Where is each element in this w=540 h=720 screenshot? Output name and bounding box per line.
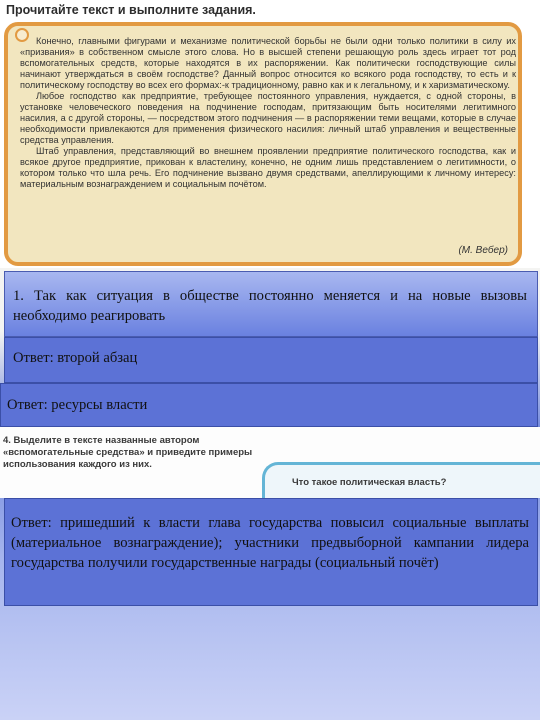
sidebar-question-text: Что такое политическая власть? [292, 477, 447, 488]
paragraph-3: Штаб управления, представляющий во внешнем проявлении предприятие политического господства, как и всякое другое предприятие, прикован к властелину, конечно, не одним лишь представлением о легитимности, о котором только что шла речь. Его подчинение вызвано двумя средствами, апеллирующими к личному интересу: материальным вознаграждением и социальным почётом. [20, 146, 516, 189]
answer-box-2: Ответ: второй абзац [4, 337, 538, 383]
instruction-heading: Прочитайте текст и выполните задания. [6, 3, 256, 17]
reading-text [20, 36, 516, 190]
textbook-page [0, 0, 540, 268]
author-attribution: (М. Вебер) [458, 245, 508, 256]
paragraph-2: Любое господство как предприятие, требующее постоянного управления, нуждается, с одной стороны, в установке человеческого поведения на подчинение господам, притязающим быть носителями легитимного насилия, а с другой стороны, — посредством этого подчинения — в распоряжении теми вещами, которые в случае необходимости привлекаются для применения физического насилия: личный штаб управления и вещественные средства управления. [20, 91, 516, 145]
task-4-text: 4. Выделите в тексте названные автором «вспомогательные средства» и приведите примеры использования каждого из них. [3, 435, 253, 470]
answer-box-3: Ответ: ресурсы власти [0, 383, 538, 427]
answer-box-4: Ответ: пришедший к власти глава государства повысил социальные выплаты (материальное вознаграждение); участники предвыборной кампании лидера государства получили государственные награды (социальный почёт) [4, 498, 538, 606]
answer-box-1: 1. Так как ситуация в обществе постоянно меняется и на новые вызовы необходимо реагировать [4, 271, 538, 337]
paragraph-1: Конечно, главными фигурами и механизме политической борьбы не были одни только политики в силу их «призвания» в собственном смысле этого слова. Но в высшей степени решающую роль здесь играет тот род вспомогательных средств, которые находятся в их распоряжении. Как политически господствующие силы начинают утверждаться в своём господстве? Данный вопрос относится ко всякого рода господству, то есть и к политическому господству во всех его формах:-к традиционному, равно как и к легальному, и к харизматическому. [20, 36, 516, 90]
task-4-strip [0, 427, 540, 498]
reading-text-panel [4, 22, 522, 266]
